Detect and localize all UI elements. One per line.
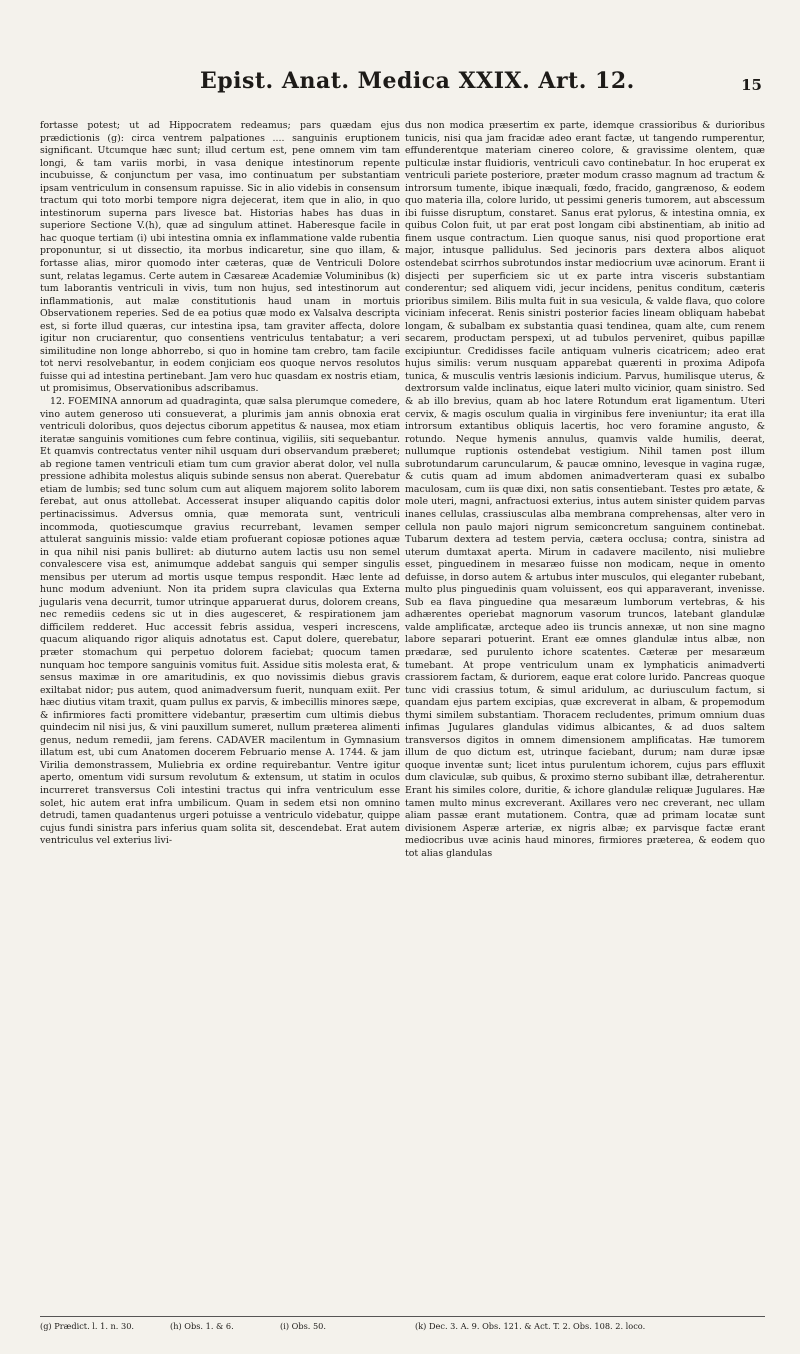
footnote-i: (i) Obs. 50.: [280, 1321, 326, 1331]
left-column: [40, 120, 400, 848]
running-title: Epist. Anat. Medica XXIX. Art. 12.: [200, 68, 635, 94]
paragraph-autopsy: dus non modica præsertim ex parte, idemque crassioribus & durioribus tunicis, nisi qua jam fracidæ adeo erant factæ, ut tangendo rumperentur, effunderentque materiam cinereo colore, & gravissime olentem, quæ pulticulæ instar fluidioris, ventriculi cavo continebatur. In hoc eruperat ex ventriculi pariete posteriore, præter modum crasso magnum ad tractum & introrsum tumente, ibique inæquali, fœdo, fracido, gangrænoso, & eodem quo materia illa, colore lurido, ut pessimi generis tumorem, aut abscessum ibi fuisse disruptum, constaret. Sanus erat pylorus, & intestina omnia, ex quibus Colon fuit, ut par erat post longam cibi abstinentiam, ab initio ad finem usque contractum. Lien quoque sanus, nisi quod proportione erat major, intusque pallidulus. Sed jecinoris pars dextera albos aliquot ostendebat scirrhos subrotundos instar mediocrium uvæ acinorum. Erant ii disjecti per superficiem sic ut ex parte intra visceris substantiam conderentur; sed aliquem vidi, jecur incidens, penitus conditum, cæteris prioribus similem. Bilis multa fuit in sua vesicula, & valde flava, quo colore viciniam infecerat. Renis sinistri posterior facies lineam obliquam habebat longam, & subalbam ex substantia quasi tendinea, quam alte, cum renem secarem, productam perspexi, ut ad tubulos perveniret, quibus papillæ excipiuntur. Credidisses facile antiquam vulneris cicatricem; adeo erat hujus similis: verum nusquam apparebat quærenti in proxima Adipofa tunica, & musculis ventris læsionis indicium. Parvus, humilisque uterus, & dextrorsum valde inclinatus, eique lateri multo vicinior, quam sinistro. Sed & ab illo brevius, quam ab hoc latere Rotundum erat ligamentum. Uteri cervix, & magis osculum qualia in virginibus fere inveniuntur; ita erat illa introrsum extantibus obliquis lacertis, hoc vero foramine angusto, & rotundo. Neque hymenis annulus, quamvis valde humilis, deerat, nullumque ruptionis ostendebat vestigium. Nihil tamen post illum subrotundarum caruncularum, & paucæ omnino, levesque in vagina rugæ, & cutis quam ad imum abdomen animadverteram quasi ex subalbo maculosam, cum iis quæ dixi, non satis consentiebant. Testes pro ætate, & mole uteri, magni, anfractuosi exterius, intus autem sinister quidem parvas inanes cellulas, crassiusculas alba membrana comprehensas, alter vero in cellula non paulo majori nigrum semiconcretum sanguinem continebat. Tubarum dextera ad testem pervia, cætera occlusa; contra, sinistra ad uterum dumtaxat aperta. Mirum in cadavere macilento, nisi muliebre esset, pinguedinem in mesaræo fuisse non modicam, neque in omento defuisse, in dorso autem & artubus inter musculos, qui eleganter rubebant, multo plus pinguedinis quam voluissent, eos qui apparaverant, invenisse. Sub ea flava pinguedine qua mesaræum lumborum vertebras, & his adhærentes operiebat magnorum vasorum truncos, latebant glandulæ valde amplificatæ, arcteque adeo iis truncis annexæ, ut non sine magno labore separari potuerint. Erant eæ omnes glandulæ intus albæ, non prædaræ, sed purulento ichore scatentes. Cæteræ per mesaræum tumebant. At prope ventriculum unam ex lymphaticis animadverti crassiorem factam, & duriorem, eaque erat colore lurido. Pancreas quoque tunc vidi crassius totum, & simul aridulum, ac duriusculum factum, si quandam ejus partem excipias, quæ excreverat in albam, & propemodum thymi similem substantiam. Thoracem recludentes, primum omnium duas infimas Jugulares glandulas vidimus albicantes, & ad duos saltem transversos digitos in omnem dimensionem amplificatas. Hæ tumorem illum de quo dictum est, utrinque faciebant, durum; nam duræ ipsæ quoque inventæ sunt; licet intus purulentum ichorem, cujus pars effluxit dum claviculæ, sub quibus, & proximo sterno subibant illæ, detraherentur. Erant his similes colore, duritie, & ichore glandulæ reliquæ Jugulares. Hæ tamen multo minus excreverant. Axillares vero nec creverant, nec ullam aliam passæ erant mutationem. Contra, quæ ad primam locatæ sunt divisionem Asperæ arteriæ, ex nigris albæ; ex parvisque factæ erant mediocribus uvæ acinis haud minores, firmiores præterea, & eodem quo tot alias glandulas: [405, 120, 765, 859]
paragraph-case-12: 12. FOEMINA annorum ad quadraginta, quæ salsa plerumque comedere, vino autem generoso uti consueverat, a plurimis jam annis obnoxia erat ventriculi doloribus, quos dejectus ciborum appetitus & nausea, mox etiam iteratæ sanguinis vomitiones cum febre continua, vigiliis, siti sequebantur. Et quamvis contrectatus venter nihil usquam duri observandum præberet; ab regione tamen ventriculi etiam tum cum gravior aberat dolor, vel nulla pressione adhibita molestus aliquis subinde sensus non aberat. Querebatur etiam de lumbis; sed tunc solum cum aut aliquem majorem solito laborem ferebat, aut onus attollebat. Accesserat insuper aliquando capitis dolor pertinacissimus. Adversus omnia, quæ memorata sunt, ventriculi incommoda, quotiescumque gravius recurrebant, levamen semper attulerat sanguinis missio: valde etiam profuerant copiosæ potiones aquæ in qua nihil nisi panis bulliret: ab diuturno autem lactis usu non semel convalescere visa est, animumque addebat sanguis qui semper singulis mensibus per uterum ad mortis usque tempus respondit. Hæc lente ad hunc modum adveniunt. Non ita pridem supra claviculas qua Externa jugularis vena decurrit, tumor utrinque apparuerat durus, dolorem creans, nec remediis cedens sic ut in dies augesceret, & respirationem jam difficilem redderet. Huc accessit febris assidua, vesperi increscens, quacum aliquando rigor aliquis adnotatus est. Caput dolere, querebatur, præter stomachum qui perpetuo dolorem faciebat; quocum tamen nunquam hoc tempore sanguinis vomitus fuit. Assidue sitis molesta erat, & sensus maximæ in ore amaritudinis, ex quo novissimis diebus gravis exiltabat nidor; pus autem, quod animadversum fuerit, nunquam exiit. Per hæc diutius vitam traxit, quam pullus ex parvis, & imbecillis minores sæpe, & infirmiores facti promittere videbantur, præsertim cum ultimis diebus quindecim nil nisi jus, & vini pauxillum sumeret, nullum præterea alimenti genus, nedum remedii, jam ferens. CADAVER macilentum in Gymnasium illatum est, ubi cum Anatomen docerem Februario mense A. 1744. & jam Virilia demonstrassem, Muliebria ex ordine requirebantur. Ventre igitur aperto, omentum vidi sursum revolutum & extensum, ut statim in oculos incurreret transversus Coli intestini tractus qui infra ventriculum esse solet, hic autem erat infra umbilicum. Quam in sedem etsi non omnino detrudi, tamen quadantenus urgeri potuisse a ventriculo videbatur, quippe cujus fundi sinistra pars inferius quam solita sit, descendebat. Erat autem ventriculus vel exterius livi-: [40, 396, 400, 847]
page-number: 15: [741, 76, 762, 94]
footnote-divider: [40, 1316, 765, 1317]
paragraph-continued: fortasse potest; ut ad Hippocratem redeamus; pars quædam ejus prædictionis (g): circa ventrem palpationes .... sanguinis eruptionem significant. Utcumque hæc sunt; illud certum est, pene omnem vim tam longi, & tam variis morbi, in vasa denique intestinorum repente incubuisse, & conjunctum per vasa, imo continuatum per substantiam ipsam ventriculum in consensum rapuisse. Sic in alio videbis in consensum tractum qui toto morbi tempore nigra dejecerat, item que in alio, in quo intestinorum superna pars livesce bat. Historias habes has duas in superiore Sectione V.(h), quæ ad singulum attinet. Haberesque facile in hac quoque tertiam (i) ubi intestina omnia ex inflammatione valde rubentia proponuntur, si ut dissectio, ita morbus indicaretur, sine quo illam, & fortasse alias, miror quomodo inter cæteras, quæ de Ventriculi Dolore sunt, relatas legamus. Certe autem in Cæsareæ Academiæ Voluminibus (k) tum laborantis ventriculi in vivis, tum non hujus, sed intestinorum aut inflammationis, aut malæ constitutionis haud unam in mortuis Observationem reperies. Sed de ea potius quæ modo ex Valsalva descripta est, si forte illud quæras, cur intestina ipsa, tam graviter affecta, dolore igitur non cruciarentur, quo consentiens ventriculus tentabatur; a veri similitudine non longe abhorrebo, si quo in homine tam crebro, tam facile tot nervi resolvebantur, in eodem conjiciam eos quoque nervos resolutos fuisse qui ad intestina pertinebant. Jam vero huc quasdam ex nostris etiam, ut promisimus, Observationibus adscribamus.: [40, 120, 401, 395]
page-header: [30, 68, 770, 112]
footnote-h: (h) Obs. 1. & 6.: [170, 1321, 234, 1331]
right-column: [405, 120, 765, 860]
footnote-k: (k) Dec. 3. A. 9. Obs. 121. & Act. T. 2. Obs. 108. 2. loco.: [415, 1321, 646, 1331]
footnote-g: (g) Prædict. l. 1. n. 30.: [40, 1321, 135, 1331]
